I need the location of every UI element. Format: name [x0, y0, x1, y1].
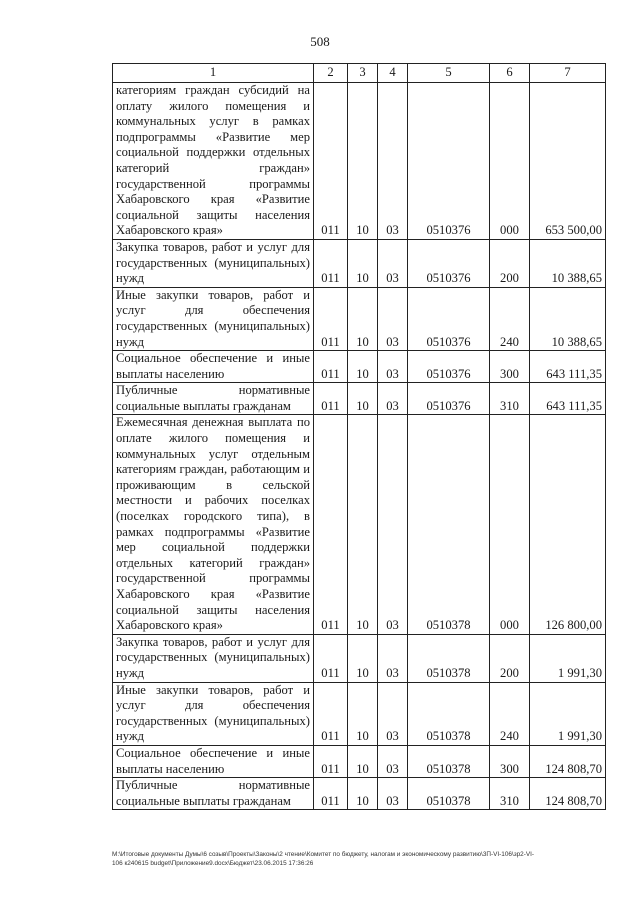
- amount: 10 388,65: [530, 287, 606, 350]
- table-row: [113, 778, 606, 810]
- page-number: 508: [310, 34, 330, 49]
- amount: 1 991,30: [530, 682, 606, 745]
- expense-type-code: 310: [490, 383, 530, 415]
- expense-type-code: 240: [490, 682, 530, 745]
- row-description: Закупка товаров, работ и услуг для государственных (муниципальных) нужд: [113, 634, 314, 682]
- ministry-code: 011: [314, 682, 348, 745]
- row-description: Ежемесячная денежная выплата по оплате жилого помещения и коммунальных услуг отдельным категориям граждан, работающим и проживающим в сельской местности и рабочих поселках (поселках городского типа), в рамках подпрограммы «Развитие мер социальной поддержки отдельных категорий граждан» государственной программы Хабаровского края «Развитие социальной защиты населения Хабаровского края»: [113, 415, 314, 634]
- subsection-code: 03: [378, 745, 408, 777]
- expense-type-code: 000: [490, 415, 530, 634]
- expense-type-code: 200: [490, 634, 530, 682]
- section-code: 10: [348, 778, 378, 810]
- ministry-code: 011: [314, 745, 348, 777]
- subsection-code: 03: [378, 239, 408, 287]
- row-description: Социальное обеспечение и иные выплаты населению: [113, 351, 314, 383]
- table-row: [113, 287, 606, 350]
- table-row: [113, 634, 606, 682]
- table-row: [113, 415, 606, 634]
- table-row: [113, 745, 606, 777]
- subsection-code: 03: [378, 83, 408, 240]
- amount: 10 388,65: [530, 239, 606, 287]
- row-description: Публичные нормативные социальные выплаты гражданам: [113, 383, 314, 415]
- footer-line: 106 к240615 budget\Приложение9.docx\Бюджет\23.06.2015 17:36:26: [112, 860, 314, 867]
- section-code: 10: [348, 415, 378, 634]
- subsection-code: 03: [378, 287, 408, 350]
- table-row: [113, 239, 606, 287]
- expense-type-code: 300: [490, 351, 530, 383]
- amount: 643 111,35: [530, 351, 606, 383]
- ministry-code: 011: [314, 415, 348, 634]
- table-header-row: [113, 64, 606, 83]
- target-article-code: 0510378: [408, 415, 490, 634]
- target-article-code: 0510378: [408, 745, 490, 777]
- ministry-code: 011: [314, 239, 348, 287]
- column-header: 5: [408, 64, 490, 83]
- expense-type-code: 000: [490, 83, 530, 240]
- section-code: 10: [348, 745, 378, 777]
- column-header: 7: [530, 64, 606, 83]
- amount: 126 800,00: [530, 415, 606, 634]
- target-article-code: 0510376: [408, 83, 490, 240]
- budget-table: [112, 63, 606, 810]
- column-header: 1: [113, 64, 314, 83]
- target-article-code: 0510378: [408, 682, 490, 745]
- expense-type-code: 240: [490, 287, 530, 350]
- ministry-code: 011: [314, 383, 348, 415]
- expense-type-code: 200: [490, 239, 530, 287]
- subsection-code: 03: [378, 415, 408, 634]
- target-article-code: 0510376: [408, 351, 490, 383]
- ministry-code: 011: [314, 634, 348, 682]
- subsection-code: 03: [378, 351, 408, 383]
- subsection-code: 03: [378, 634, 408, 682]
- row-description: Иные закупки товаров, работ и услуг для обеспечения государственных (муниципальных) нужд: [113, 287, 314, 350]
- target-article-code: 0510376: [408, 383, 490, 415]
- amount: 124 808,70: [530, 745, 606, 777]
- row-description: Социальное обеспечение и иные выплаты населению: [113, 745, 314, 777]
- target-article-code: 0510376: [408, 287, 490, 350]
- table-row: [113, 83, 606, 240]
- footer-line: М:\Итоговые документы Думы\6 созыв\Проекты\Законы\2 чтение\Комитет по бюджету, налогам и экономическому развитию\3П-VI-106\зр2-VI-: [112, 851, 535, 858]
- section-code: 10: [348, 682, 378, 745]
- amount: 124 808,70: [530, 778, 606, 810]
- column-header: 4: [378, 64, 408, 83]
- amount: 653 500,00: [530, 83, 606, 240]
- target-article-code: 0510378: [408, 778, 490, 810]
- column-header: 2: [314, 64, 348, 83]
- section-code: 10: [348, 83, 378, 240]
- expense-type-code: 300: [490, 745, 530, 777]
- file-path-footer: [112, 850, 612, 868]
- ministry-code: 011: [314, 351, 348, 383]
- subsection-code: 03: [378, 778, 408, 810]
- amount: 1 991,30: [530, 634, 606, 682]
- row-description: Публичные нормативные социальные выплаты гражданам: [113, 778, 314, 810]
- target-article-code: 0510378: [408, 634, 490, 682]
- ministry-code: 011: [314, 287, 348, 350]
- row-description: Иные закупки товаров, работ и услуг для обеспечения государственных (муниципальных) нужд: [113, 682, 314, 745]
- section-code: 10: [348, 383, 378, 415]
- amount: 643 111,35: [530, 383, 606, 415]
- column-header: 6: [490, 64, 530, 83]
- subsection-code: 03: [378, 383, 408, 415]
- table-row: [113, 351, 606, 383]
- ministry-code: 011: [314, 778, 348, 810]
- target-article-code: 0510376: [408, 239, 490, 287]
- section-code: 10: [348, 351, 378, 383]
- section-code: 10: [348, 634, 378, 682]
- expense-type-code: 310: [490, 778, 530, 810]
- subsection-code: 03: [378, 682, 408, 745]
- ministry-code: 011: [314, 83, 348, 240]
- row-description: Закупка товаров, работ и услуг для государственных (муниципальных) нужд: [113, 239, 314, 287]
- section-code: 10: [348, 287, 378, 350]
- section-code: 10: [348, 239, 378, 287]
- row-description: категориям граждан субсидий на оплату жилого помещения и коммунальных услуг в рамках подпрограммы «Развитие мер социальной поддержки отдельных категорий граждан» государственной программы Хабаровского края «Развитие социальной защиты населения Хабаровского края»: [113, 83, 314, 240]
- table-row: [113, 383, 606, 415]
- column-header: 3: [348, 64, 378, 83]
- table-row: [113, 682, 606, 745]
